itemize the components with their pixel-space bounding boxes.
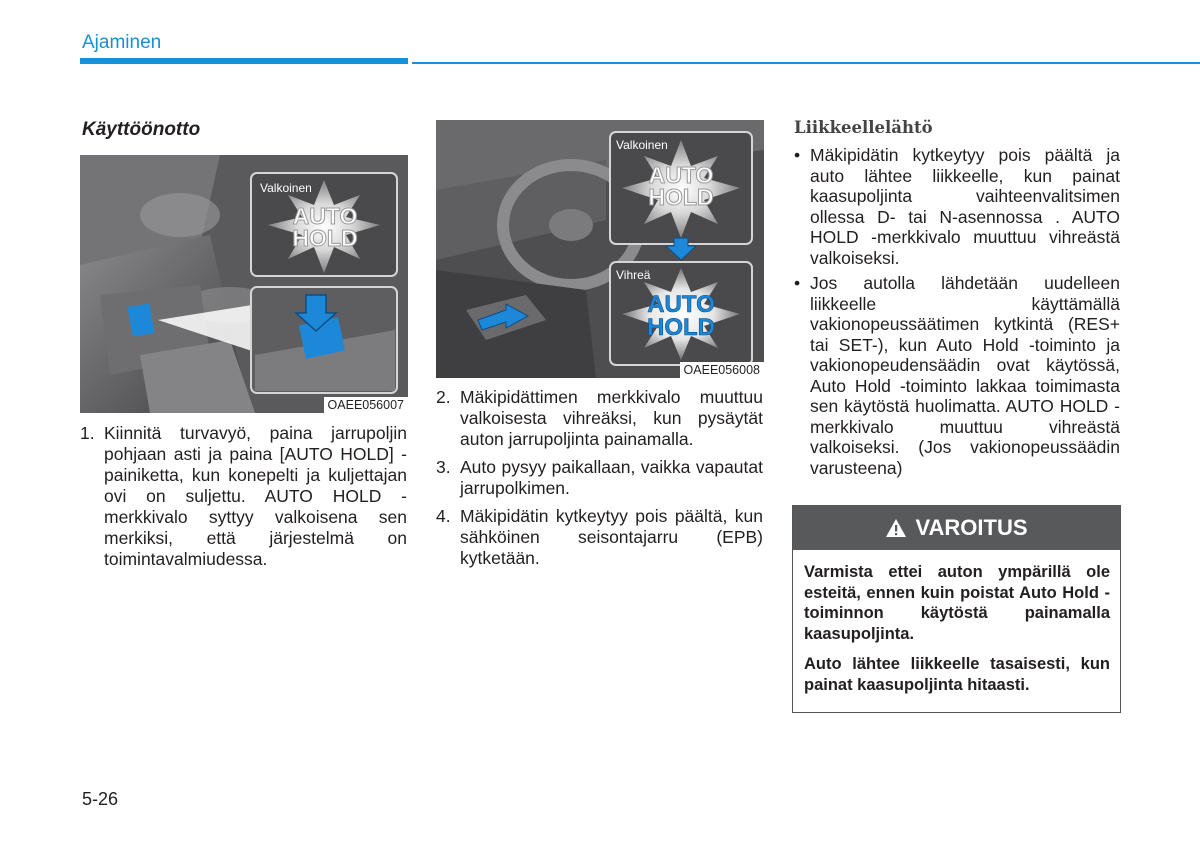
header-bar-left: [80, 58, 408, 64]
page-number: 5-26: [82, 789, 119, 809]
figure-auto-hold-button: [80, 155, 408, 413]
auto-hold-indicator-white: AUTO HOLD: [648, 162, 714, 210]
warning-body: [793, 550, 1120, 695]
warning-paragraph: Auto lähtee liikkeelle tasaisesti, kun painat kaasupoljinta hitaasti.: [804, 655, 1110, 694]
step-text: Kiinnitä turvavyö, paina jarrupoljin pohjaan asti ja paina [AUTO HOLD] -painiketta, kun konepelti ja kuljettajan ovi on suljettu. AUTO HOLD -merkkivalo syttyy valkoisena sen merkiksi, että järjestelmä on toimintavalmiudessa.: [104, 423, 407, 569]
auto-hold-indicator-white: AUTO HOLD: [292, 203, 358, 251]
drive-off-heading: Liikkeellelähtö: [794, 118, 933, 137]
warning-header: [793, 506, 1120, 550]
list-item: [436, 387, 763, 450]
steps-list-col2: [436, 387, 763, 576]
indicator-label-white: Valkoinen: [260, 181, 312, 195]
step-number: 4.: [436, 506, 451, 526]
bullet-text: Jos autolla lähdetään uudelleen liikkeelle käyttämällä vakionopeussäätimen kytkintä (RES+ tai SET-), kun Auto Hold -toiminto ja vakionopeudensäädin ovat käytössä, Auto Hold -toiminto lakkaa toimimasta sen käytöstä huolimatta. AUTO HOLD -merkkivalo muuttuu vihreästä valkoiseksi. (Jos vakionopeussäädin varusteena): [810, 273, 1120, 478]
bullet-text: Mäkipidätin kytkeytyy pois päältä ja auto lähtee liikkeelle, kun painat kaasupoljinta vaihteenvalitsimen ollessa D- tai N-asennossa . AUTO HOLD -merkkivalo muuttuu vihreästä valkoiseksi.: [810, 145, 1120, 268]
list-item: [436, 457, 763, 499]
steps-list-col1: [80, 423, 407, 577]
warning-triangle-icon: [885, 518, 907, 538]
figure-dashboard-indicator: [436, 120, 764, 378]
drive-off-bullets: [794, 145, 1120, 483]
auto-hold-indicator-green: AUTO HOLD: [647, 291, 715, 341]
warning-paragraph: Varmista ettei auton ympärillä ole esteitä, ennen kuin poistat Auto Hold -toiminnon käytöstä painamalla kaasupoljinta.: [804, 563, 1110, 643]
bullet-icon: •: [794, 273, 801, 293]
step-number: 1.: [80, 423, 95, 443]
figure-caption: OAEE056007: [324, 397, 408, 413]
step-text: Mäkipidätin kytkeytyy pois päältä, kun sähköinen seisontajarru (EPB) kytketään.: [460, 506, 763, 568]
step-text: Mäkipidättimen merkkivalo muuttuu valkoisesta vihreäksi, kun pysäytät auton jarrupoljinta painamalla.: [460, 387, 763, 449]
warning-box: [792, 505, 1121, 713]
list-item: [794, 145, 1120, 268]
startup-heading: Käyttöönotto: [82, 119, 201, 140]
step-text: Auto pysyy paikallaan, vaikka vapautat jarrupolkimen.: [460, 457, 763, 498]
bullet-icon: •: [794, 145, 801, 165]
console-illustration: [80, 155, 408, 413]
list-item: [80, 423, 407, 570]
indicator-label-green: Vihreä: [616, 268, 651, 282]
list-item: [794, 273, 1120, 478]
figure-caption: OAEE056008: [680, 362, 764, 378]
indicator-label-white: Valkoinen: [616, 138, 668, 152]
warning-title: VAROITUS: [915, 515, 1028, 540]
step-number: 3.: [436, 457, 451, 477]
step-number: 2.: [436, 387, 451, 407]
section-title: Ajaminen: [82, 32, 162, 53]
list-item: [436, 506, 763, 569]
header-bar-right: [412, 62, 1200, 64]
